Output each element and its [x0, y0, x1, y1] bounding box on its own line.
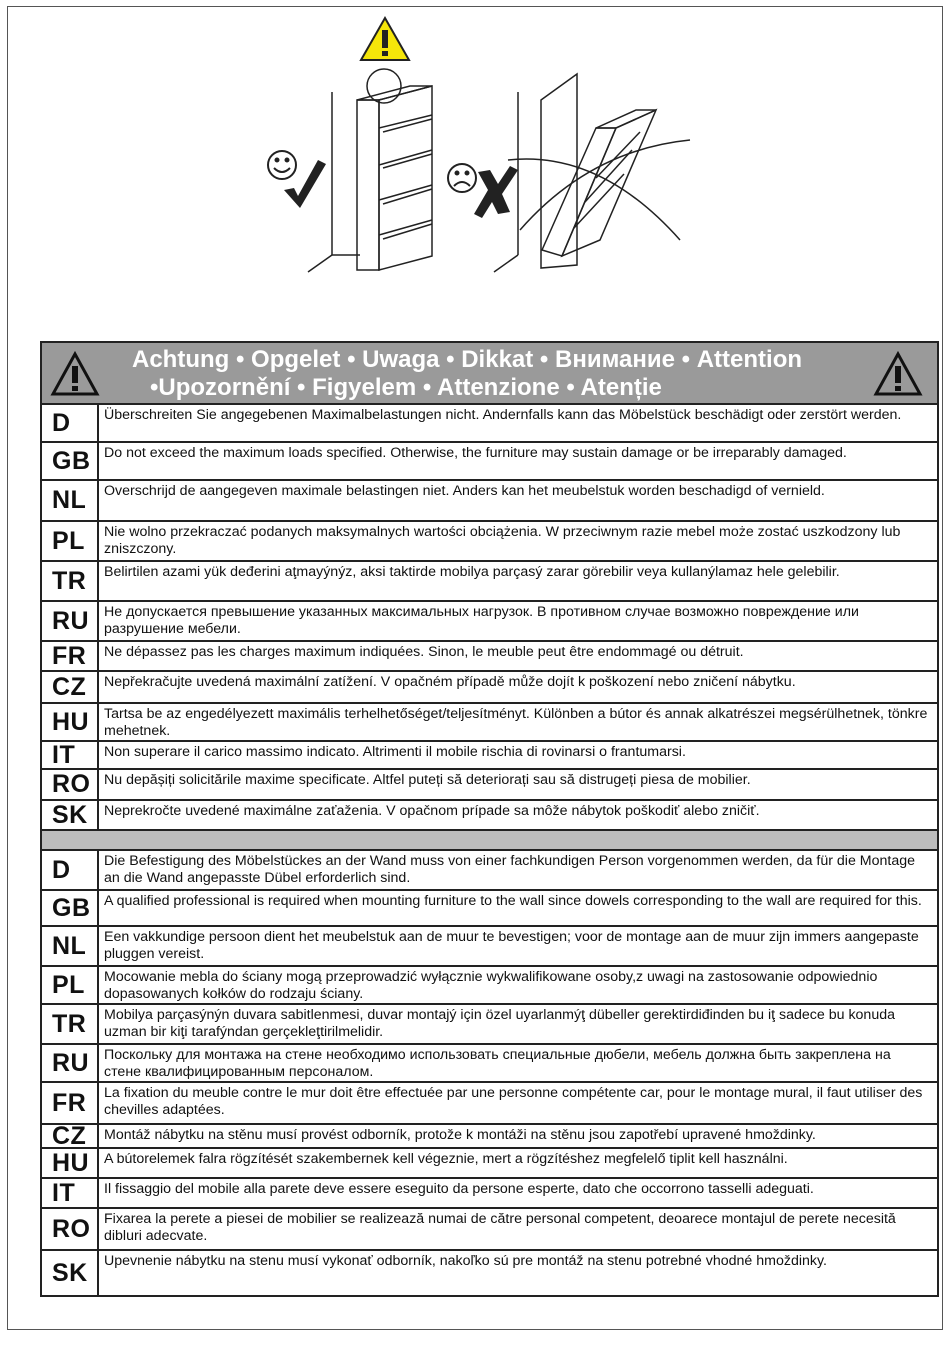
cross-icon [474, 166, 518, 218]
language-row [42, 1083, 937, 1125]
warning-text: Nie wolno przekraczać podanych maksymalnych wartości obciążenia. W przeciwnym razie mebel może zostać uszkodzony lub zniszczony. [104, 524, 901, 557]
warning-text: Neprekročte uvedené maximálne zaťaženia. V opačnom prípade sa môže nábytok poškodiť alebo zničiť. [104, 803, 760, 819]
warning-text: A bútorelemek falra rögzítését szakembernek kell végeznie, mert a rögzítéshez megfelelő tiplit kell használni. [104, 1151, 788, 1167]
warning-text: Tartsa be az engedélyezett maximális terhelhetőséget/teljesítményt. Különben a bútor és annak alkatrészei megsérülhetnek, tönkre mehetnek. [104, 706, 928, 739]
section-divider [42, 831, 937, 851]
language-code: RO [42, 1209, 99, 1249]
wall-mount-illustration [0, 0, 950, 300]
language-row [42, 801, 937, 831]
warning-text: Il fissaggio del mobile alla parete deve essere eseguito da persone esperte, dato che occorrono tasselli adeguati. [104, 1181, 814, 1197]
language-row [42, 704, 937, 742]
warning-header [42, 343, 937, 405]
language-code: SK [42, 1251, 99, 1295]
smiley-icon [268, 151, 296, 179]
language-row [42, 1045, 937, 1083]
language-code: GB [42, 443, 99, 479]
language-row [42, 443, 937, 481]
language-code: RU [42, 602, 99, 640]
warning-text: Ne dépassez pas les charges maximum indiquées. Sinon, le meuble peut être endommagé ou détruit. [104, 644, 744, 660]
language-row [42, 481, 937, 522]
language-row [42, 927, 937, 967]
warning-table [40, 341, 939, 1297]
language-row [42, 1179, 937, 1209]
language-code: RU [42, 1045, 99, 1081]
warning-text: Een vakkundige persoon dient het meubelstuk aan de muur te bevestigen; voor de montage aan de muur zijn immers aangepaste pluggen vereist. [104, 929, 919, 962]
language-row [42, 1005, 937, 1045]
language-code: D [42, 851, 99, 889]
language-code: D [42, 405, 99, 441]
language-code: HU [42, 704, 99, 740]
warning-text: A qualified professional is required when mounting furniture to the wall since dowels corresponding to the wall are required for this. [104, 893, 922, 909]
warning-text: Upevnenie nábytku na stenu musí vykonať odborník, nakoľko sú pre montáž na stenu potrebné vhodné hmoždinky. [104, 1253, 827, 1269]
language-code: TR [42, 1005, 99, 1043]
header-line-1: Achtung • Opgelet • Uwaga • Dikkat • Внимание • Attention [132, 346, 803, 373]
warning-icon [361, 18, 409, 60]
warning-text: Nu depășiți solicitările maxime specificate. Altfel puteți să deteriorați sau să distrugeți piesa de mobilier. [104, 772, 751, 788]
warning-text: Die Befestigung des Möbelstückes an der Wand muss von einer fachkundigen Person vorgenommen werden, da für die Montage an die Wand angepasste Dübel erforderlich sind. [104, 853, 915, 886]
language-row [42, 1251, 937, 1295]
warning-text: Поскольку для монтажа на стене необходимо использовать специальные дюбели, мебель должна быть закреплена на стене квалифицированным персоналом. [104, 1047, 891, 1080]
language-code: PL [42, 967, 99, 1003]
warning-text: Fixarea la perete a piesei de mobilier se realizează numai de către personal competent, deoarece montajul de perete necesită dibluri adecvate. [104, 1211, 896, 1244]
language-code: CZ [42, 1125, 99, 1147]
language-code: CZ [42, 672, 99, 702]
language-row [42, 1149, 937, 1179]
header-line-2: •Upozornění • Figyelem • Attenzione • Atenție [150, 374, 662, 401]
language-row [42, 522, 937, 562]
language-row [42, 1121, 937, 1150]
language-row [42, 851, 937, 891]
language-row [42, 967, 937, 1005]
warning-triangle-icon [873, 351, 923, 397]
warning-text: Mocowanie mebla do ściany mogą przeprowadzić wyłącznie wykwalifikowane osoby,z uwagi na zastosowanie odpowiednio dopasowanych kołków do rodzaju ściany. [104, 969, 878, 1002]
language-code: PL [42, 522, 99, 560]
language-row [42, 672, 937, 704]
correct-mount-figure [308, 69, 432, 272]
checkmark-icon [284, 160, 326, 208]
language-code: NL [42, 927, 99, 965]
warning-text: Non superare il carico massimo indicato. Altrimenti il mobile rischia di rovinarsi o frantumarsi. [104, 744, 686, 760]
language-row [42, 562, 937, 602]
language-code: FR [42, 642, 99, 670]
language-code: IT [42, 1179, 99, 1207]
warning-text: La fixation du meuble contre le mur doit être effectuée par une personne compétente car, pour le montage mural, il faut utiliser des chevilles adaptées. [104, 1085, 923, 1118]
language-row [42, 742, 937, 770]
language-code: SK [42, 801, 99, 829]
warning-triangle-icon [50, 351, 100, 397]
sad-face-icon [448, 164, 476, 192]
warning-text: Überschreiten Sie angegebenen Maximalbelastungen nicht. Andernfalls kann das Möbelstück beschädigt oder zerstört werden. [104, 407, 902, 423]
warning-text: Не допускается превышение указанных максимальных нагрузок. В противном случае возможно повреждение или разрушение мебели. [104, 604, 859, 637]
language-code: HU [42, 1149, 99, 1177]
warning-text: Montáž nábytku na stěnu musí provést odborník, protože k montáži na stěnu jsou zapotřebí upravené hmoždinky. [104, 1127, 816, 1143]
max-load-section [42, 405, 937, 831]
warning-text: Nepřekračujte uvedená maximální zatížení. V opačném případě může dojít k poškození nebo zničení nábytku. [104, 674, 796, 690]
warning-text: Mobilya parçasýnýn duvara sabitlenmesi, duvar montajý için özel uyarlanmýţ dübeller gerektirdiđinden bu iţ sadece bu konuda uzman bir kiţi tarafýndan gerçekleţtirilmelidir. [104, 1007, 895, 1040]
language-code: NL [42, 481, 99, 520]
language-row [42, 1209, 937, 1251]
language-row [42, 642, 937, 672]
warning-text: Do not exceed the maximum loads specified. Otherwise, the furniture may sustain damage or be irreparably damaged. [104, 445, 847, 461]
language-code: GB [42, 891, 99, 925]
warning-text: Overschrijd de aangegeven maximale belastingen niet. Anders kan het meubelstuk worden beschadigd of vernield. [104, 483, 825, 499]
language-row [42, 891, 937, 927]
language-row [42, 405, 937, 443]
language-row [42, 602, 937, 642]
incorrect-mount-figure [494, 74, 690, 272]
language-code: RO [42, 770, 99, 799]
language-code: IT [42, 742, 99, 768]
warning-text: Belirtilen azami yük deđerini aţmayýnýz, aksi taktirde mobilya parçasý zarar görebilir veya kullanýlamaz hele gelebilir. [104, 564, 840, 580]
language-code: FR [42, 1083, 99, 1123]
wall-mount-section [42, 851, 937, 1295]
language-code: TR [42, 562, 99, 600]
language-row [42, 770, 937, 801]
